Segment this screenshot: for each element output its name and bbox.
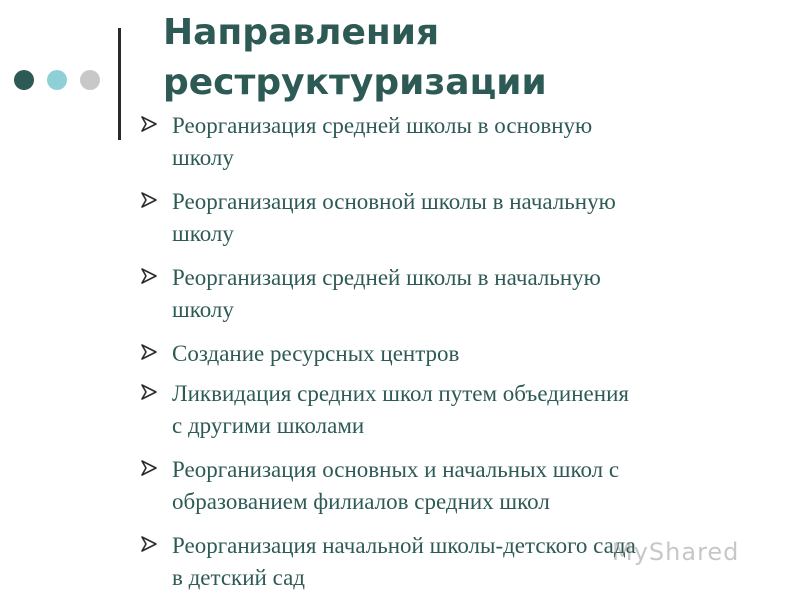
dot-teal — [47, 70, 67, 90]
list-item-text — [172, 378, 732, 442]
arrowhead-bullet-icon — [140, 191, 160, 211]
list-item-line-1: Создание ресурсных центров — [172, 341, 460, 366]
list-item-line-2: школу — [172, 145, 234, 170]
slide-title — [163, 8, 783, 108]
watermark: MyShared — [612, 538, 740, 566]
list-item-text — [172, 110, 732, 174]
list-item-text — [172, 186, 732, 250]
arrowhead-bullet-icon — [140, 115, 160, 135]
arrowhead-bullet-icon — [140, 535, 160, 555]
dot-gray — [80, 70, 100, 90]
list-item-line-1: Реорганизация средней школы в основную — [172, 113, 593, 138]
list-item-line-1: Реорганизация основных и начальных школ с — [172, 457, 620, 482]
list-item-line-2: школу — [172, 297, 234, 322]
title-line-1: Направления — [163, 12, 440, 53]
arrowhead-bullet-icon — [140, 343, 160, 363]
list-item-line-2: в детский сад — [172, 565, 306, 590]
list-item-line-1: Реорганизация средней школы в начальную — [172, 265, 601, 290]
decorative-dots — [14, 70, 100, 90]
list-item-text — [172, 454, 732, 518]
list-item-line-2: школу — [172, 221, 234, 246]
list-item-line-1: Ликвидация средних школ путем объединения — [172, 381, 629, 406]
arrowhead-bullet-icon — [140, 459, 160, 479]
list-item-text — [172, 338, 732, 370]
list-item-line-1: Реорганизация начальной школы-детского сада — [172, 533, 636, 558]
list-item-line-2: с другими школами — [172, 413, 365, 438]
arrowhead-bullet-icon — [140, 383, 160, 403]
arrowhead-bullet-icon — [140, 267, 160, 287]
list-item-line-1: Реорганизация основной школы в начальную — [172, 189, 616, 214]
list-item-text — [172, 262, 732, 326]
divider-line — [118, 28, 121, 140]
list-item-line-2: образованием филиалов средних школ — [172, 489, 550, 514]
title-line-2: реструктуризации — [163, 62, 547, 103]
dot-dark — [14, 70, 34, 90]
